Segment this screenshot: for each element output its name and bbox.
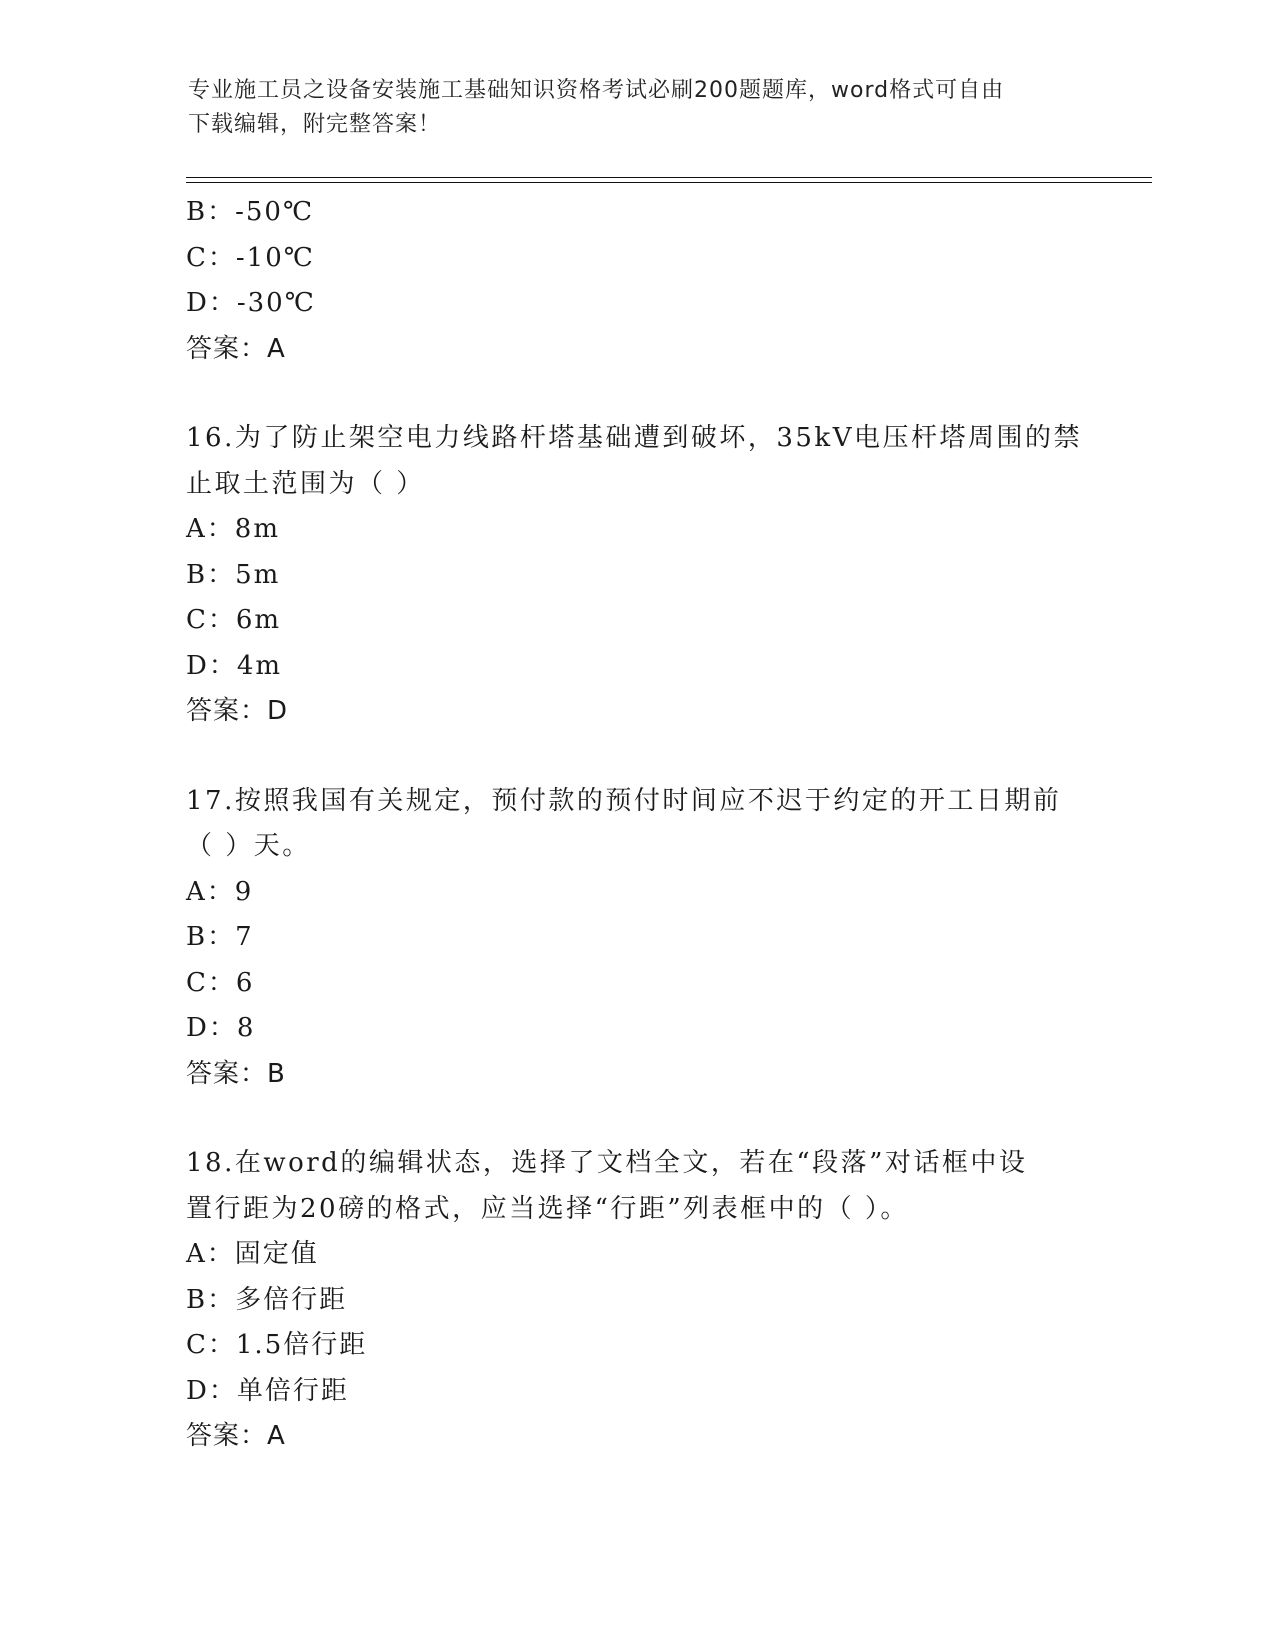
option-d: D：-30℃ (186, 288, 316, 318)
option-c: C：6 (186, 967, 255, 998)
question-18 (186, 1141, 1086, 1460)
question-text-line-1: 17.按照我国有关规定，预付款的预付时间应不迟于约定的开工日期前 (186, 785, 1062, 816)
question-list (186, 190, 1086, 1460)
answer: 答案：A (186, 333, 286, 364)
option-b: B：多倍行距 (186, 1284, 348, 1315)
answer: 答案：A (186, 1421, 286, 1451)
question-text-line-1: 18.在word的编辑状态，选择了文档全文，若在“段落”对话框中设 (186, 1148, 1028, 1178)
header-title-line-2: 下载编辑，附完整答案！ (188, 112, 442, 137)
question-text-line-2: （ ）天。 (186, 831, 311, 861)
question-text-line-2: 置行距为20磅的格式，应当选择“行距”列表框中的（ ）。 (186, 1193, 909, 1224)
question-text-line-1: 16.为了防止架空电力线路杆塔基础遭到破坏，35kV电压杆塔周围的禁 (186, 423, 1082, 453)
answer: 答案：D (186, 696, 289, 726)
question-17 (186, 779, 1086, 1098)
option-d: D：单倍行距 (186, 1375, 349, 1406)
option-a: A：8m (186, 514, 280, 544)
partial-question (186, 190, 1086, 372)
header-divider-top (186, 177, 1152, 178)
option-d: D：4m (186, 650, 283, 681)
question-text-line-2: 止取土范围为（ ） (186, 468, 425, 499)
document-header (188, 74, 1068, 142)
answer: 答案：B (186, 1058, 286, 1089)
header-divider-bottom (186, 182, 1152, 183)
option-c: C：6m (186, 605, 282, 635)
question-16 (186, 416, 1086, 735)
option-c: C：-10℃ (186, 242, 315, 273)
option-c: C：1.5倍行距 (186, 1330, 368, 1360)
option-b: B：-50℃ (186, 197, 315, 227)
option-d: D：8 (186, 1013, 256, 1043)
option-a: A：固定值 (186, 1239, 319, 1269)
header-title-line-1: 专业施工员之设备安装施工基础知识资格考试必刷200题题库，word格式可自由 (188, 78, 1005, 103)
option-a: A：9 (186, 876, 254, 907)
option-b: B：5m (186, 559, 281, 590)
option-b: B：7 (186, 922, 254, 952)
